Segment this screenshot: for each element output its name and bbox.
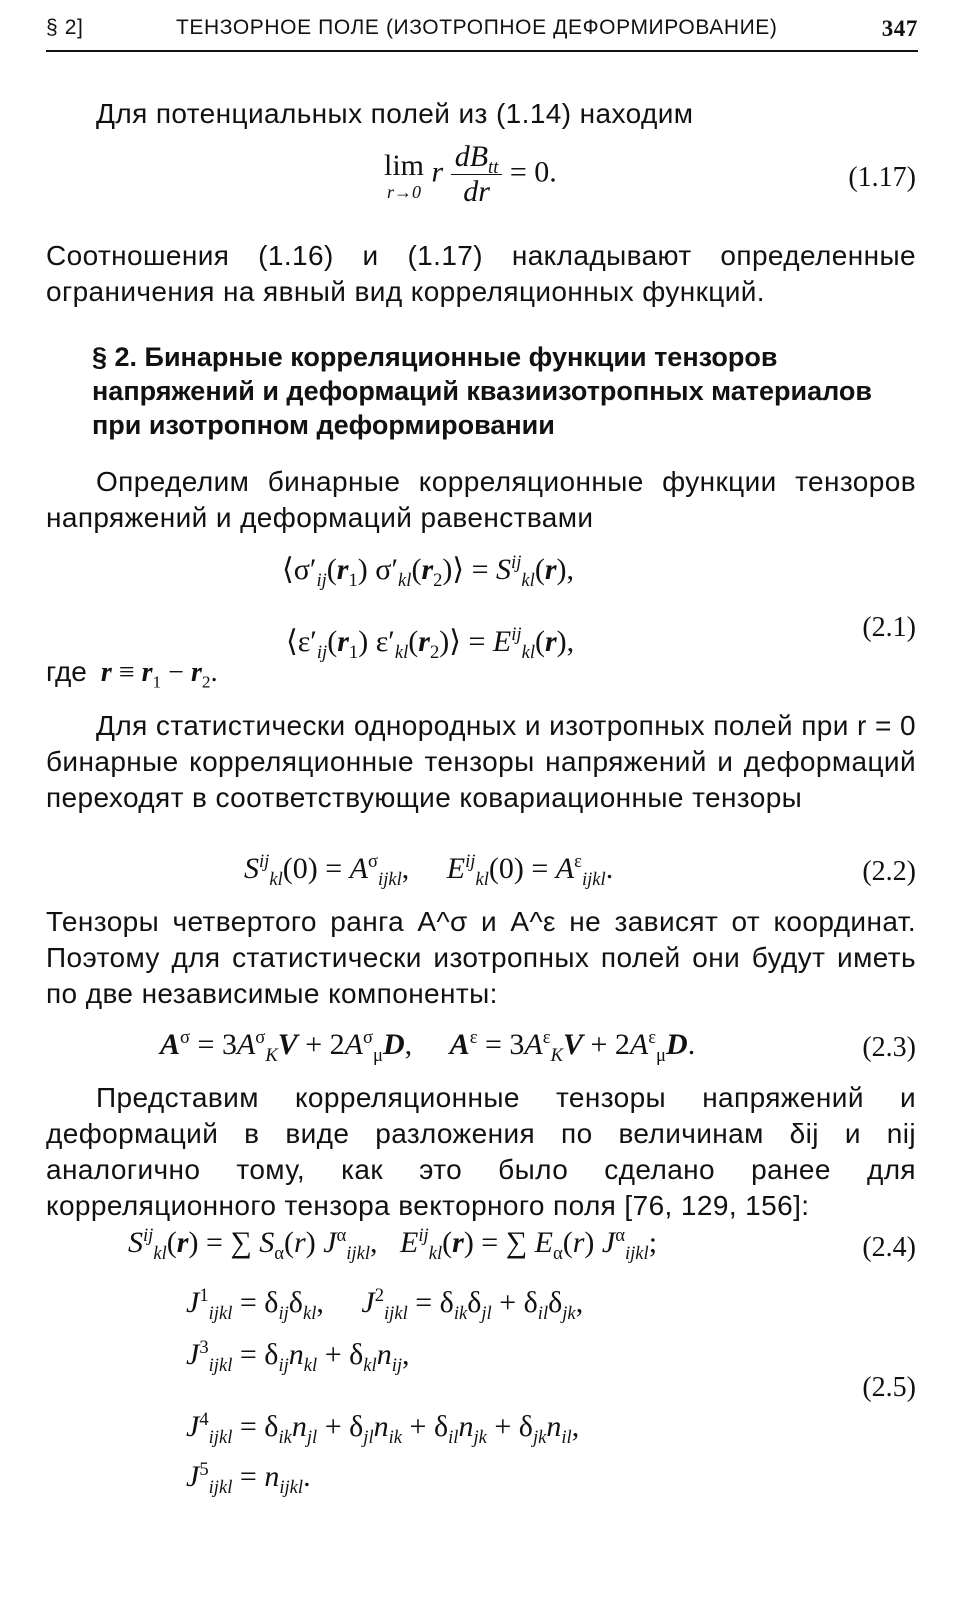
paragraph-4: Для статистически однородных и изотропных полей при r = 0 бинарные корреляционные тензоры напряжений и деформаций переходят в соответствующие ковариационные тензоры (46, 710, 916, 813)
header-section: § 2] (46, 16, 84, 39)
where-label: где (46, 656, 87, 687)
equation-number-2-2: (2.2) (862, 856, 916, 887)
paragraph-3: Определим бинарные корреляционные функции тензоров напряжений и деформаций равенствами (46, 466, 916, 533)
page-number: 347 (881, 16, 918, 41)
paragraph-2: Соотношения (1.16) и (1.17) накладывают определенные ограничения на явный вид корреляционных функций. (46, 240, 916, 307)
equation-2-3: $A^\sigma = 3A^\sigma_KV + 2A^\sigma_\mu D$, $A^\varepsilon = 3A^\varepsilon_KV + 2A^\varepsilon_\mu D$. (160, 1027, 696, 1066)
equation-2-5-line1: $J^1_{ijkl} = \delta_{ij}\delta_{kl}$, $J^2_{ijkl} = \delta_{ik}\delta_{jl} + \delta_{il}\delta_{jk}$, (186, 1285, 584, 1324)
equation-2-5-line3: $J^4_{ijkl} = \delta_{ik}n_{jl} + \delta_{jl}n_{ik} + \delta_{il}n_{jk} + \delta_{jk}n_{il}$, (186, 1409, 580, 1448)
equation-1-17: lim r→0 r $\frac{dB_{tt}}{dr}$ = 0. (384, 140, 557, 208)
equation-2-5-line4: $J^5_{ijkl} = n_{ijkl}$. (186, 1459, 311, 1498)
equation-2-2: $S^{ij}_{kl}(0) = A^\sigma_{ijkl}$, $E^{ij}_{kl}(0) = A^\varepsilon_{ijkl}$. (244, 851, 614, 890)
equation-number-2-3: (2.3) (862, 1032, 916, 1063)
section-heading: § 2. Бинарные корреляционные функции тензоров напряжений и деформаций квазиизотропных материалов при изотропном деформировании (92, 342, 872, 440)
running-header (46, 16, 918, 48)
equation-2-5-line2: $J^3_{ijkl} = \delta_{ij}n_{kl} + \delta_{kl}n_{ij}$, (186, 1337, 410, 1376)
paragraph-6: Представим корреляционные тензоры напряжений и деформаций в виде разложения по величинам δij и nij аналогично тому, как это было сделано ранее для корреляционного тензора векторного поля [76, 129, 156]: (46, 1082, 916, 1221)
equation-number-2-5: (2.5) (862, 1372, 916, 1403)
paragraph-5: Тензоры четвертого ранга A^σ и A^ε не зависят от координат. Поэтому для статистически изотропных полей они будут иметь по две независимые компоненты: (46, 906, 916, 1009)
equation-2-1a: $⟨\sigma'_{ij}(r_1)$ $\sigma'_{kl}(r_2)⟩ = S^{ij}_{kl}(r)$, (282, 552, 574, 591)
header-rule (46, 50, 918, 52)
where-clause: где $r \equiv r_1 - r_2$. (46, 656, 218, 692)
equation-number-2-1: (2.1) (862, 612, 916, 643)
equation-2-1b: $⟨\varepsilon'_{ij}(r_1)$ $\varepsilon'_{kl}(r_2)⟩ = E^{ij}_{kl}(r)$, (286, 624, 575, 663)
paragraph-1: Для потенциальных полей из (1.14) находим (96, 98, 694, 129)
header-title: ТЕНЗОРНОЕ ПОЛЕ (ИЗОТРОПНОЕ ДЕФОРМИРОВАНИЕ) (176, 16, 778, 39)
equation-2-4: $S^{ij}_{kl}(r)$ = ∑ $S_\alpha(r)$ $J^\alpha_{ijkl}$, $E^{ij}_{kl}(r)$ = ∑ $E_\alpha(r)$ $J^\alpha_{ijkl}$; (128, 1225, 658, 1264)
equation-number-2-4: (2.4) (862, 1232, 916, 1263)
equation-number-1-17: (1.17) (848, 162, 916, 193)
